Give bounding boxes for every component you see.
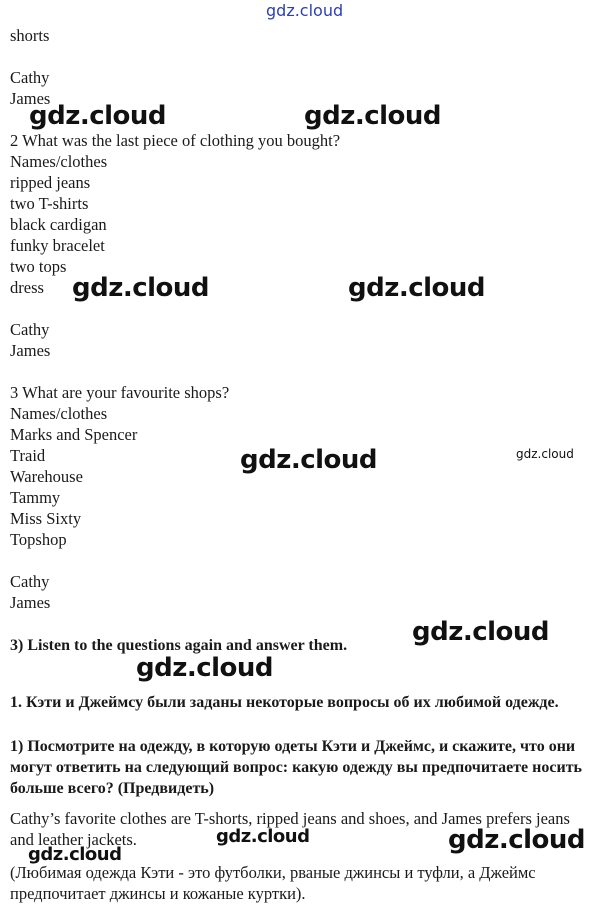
task-heading: 3) Listen to the questions again and answer them.	[10, 637, 348, 654]
answer-ru: (Любимая одежда Кэти - это футболки, рваные джинсы и туфли, а Джеймс предпочитает джинсы и кожаные куртки).	[10, 863, 536, 903]
name-label: James	[10, 593, 51, 612]
question-title: 3 What are your favourite shops?	[10, 383, 230, 402]
watermark: gdz.cloud	[29, 101, 167, 131]
list-item: Tammy	[10, 488, 61, 507]
list-item: Warehouse	[10, 467, 83, 486]
watermark: gdz.cloud	[348, 273, 486, 303]
list-item: two tops	[10, 257, 67, 276]
list-item: ripped jeans	[10, 173, 91, 192]
name-label: James	[10, 341, 51, 360]
list-item: Traid	[10, 446, 46, 465]
name-label: Cathy	[10, 572, 50, 591]
watermark: gdz.cloud	[136, 653, 274, 683]
watermark: gdz.cloud	[516, 447, 574, 461]
list-item: Topshop	[10, 530, 67, 549]
column-header: Names/clothes	[10, 152, 108, 171]
watermark-top: gdz.cloud	[266, 1, 344, 20]
ru-heading-1: 1. Кэти и Джеймсу были заданы некоторые вопросы об их любимой одежде.	[10, 694, 559, 711]
list-item: black cardigan	[10, 215, 107, 234]
watermark: gdz.cloud	[240, 445, 378, 475]
watermark: gdz.cloud	[412, 617, 550, 647]
ru-heading-2: 1) Посмотрите на одежду, в которую одеты Кэти и Джеймс, и скажите, что они могут ответить на следующий вопрос: какую одежду вы предпочитаете носить больше всего? (Предвидеть)	[10, 738, 583, 797]
watermark: gdz.cloud	[304, 101, 442, 131]
watermark: gdz.cloud	[448, 825, 586, 855]
list-item: Marks and Spencer	[10, 425, 138, 444]
list-item: shorts	[10, 26, 50, 45]
watermark: gdz.cloud	[72, 273, 210, 303]
list-item: two T-shirts	[10, 194, 89, 213]
watermark: gdz.cloud	[28, 844, 122, 865]
name-label: Cathy	[10, 320, 50, 339]
name-label: Cathy	[10, 68, 50, 87]
list-item: Miss Sixty	[10, 509, 82, 528]
column-header: Names/clothes	[10, 404, 108, 423]
question-title: 2 What was the last piece of clothing you bought?	[10, 131, 341, 150]
answer-en: Cathy’s favorite clothes are T-shorts, ripped jeans and shoes, and James prefers jeans and leather jackets.	[10, 809, 570, 849]
list-item: funky bracelet	[10, 236, 105, 255]
watermark: gdz.cloud	[216, 826, 310, 847]
name-label: James	[10, 89, 51, 108]
list-item: dress	[10, 278, 44, 297]
